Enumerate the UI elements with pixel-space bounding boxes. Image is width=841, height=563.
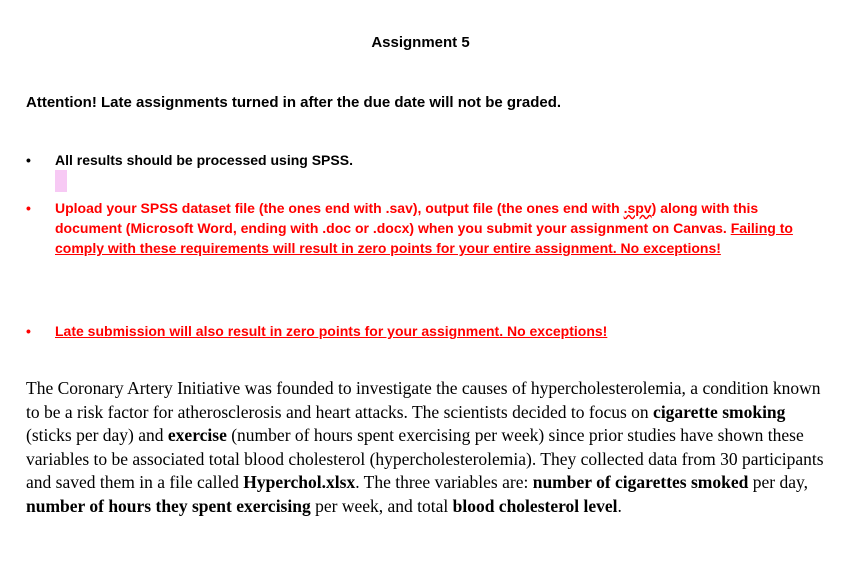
bullet-icon: • [26, 200, 31, 216]
upload-text-part3: ) along with this document (Microsoft Word, ending with .doc or .docx) when you submit your assignment on Canvas. [55, 200, 759, 236]
para-bold: exercise [167, 425, 227, 445]
attention-notice: Attention! Late assignments turned in after the due date will not be graded. [26, 94, 562, 111]
upload-warning: Failing to comply with these requirements will result in zero points for your entire assignment. No exceptions! [55, 220, 793, 256]
para-text: per day, [748, 472, 808, 492]
para-bold: number of cigarettes smoked [532, 472, 749, 492]
bullet-icon: • [26, 323, 31, 339]
bullet-text [55, 198, 815, 258]
para-text: . The three variables are: [355, 472, 533, 492]
highlight-mark [55, 170, 67, 192]
para-bold: number of hours they spent exercising [26, 495, 311, 516]
para-bold: Hyperchol.xlsx [243, 472, 356, 492]
para-text: per week, and total [310, 495, 453, 516]
para-bold: cigarette smoking [653, 401, 786, 422]
late-warning: Late submission will also result in zero points for your assignment. No exceptions! [55, 323, 608, 339]
bullet-text: All results should be processed using SPSS. [55, 152, 353, 168]
upload-text-part1: Upload your SPSS dataset file (the ones end with .sav), output file (the ones end with [55, 200, 624, 216]
para-bold: blood cholesterol level [452, 495, 618, 516]
para-text: The Coronary Artery Initiative was founded to investigate the causes of hypercholesterolemia, a condition known to be a risk factor for atherosclerosis and heart attacks. The scientists decided to focus on [26, 378, 821, 422]
bullet-icon: • [26, 152, 31, 168]
para-text: (sticks per day) and [26, 425, 168, 445]
study-description [26, 377, 826, 518]
document-title: Assignment 5 [371, 34, 470, 51]
para-text: . [617, 495, 622, 516]
para-text: (number of hours spent exercising per week) since prior studies have shown these variables to be associated total blood cholesterol (hypercholesterolemia). They collected data from 30 participants and saved them in a file called [26, 425, 824, 492]
spv-text: .spv [623, 200, 652, 216]
